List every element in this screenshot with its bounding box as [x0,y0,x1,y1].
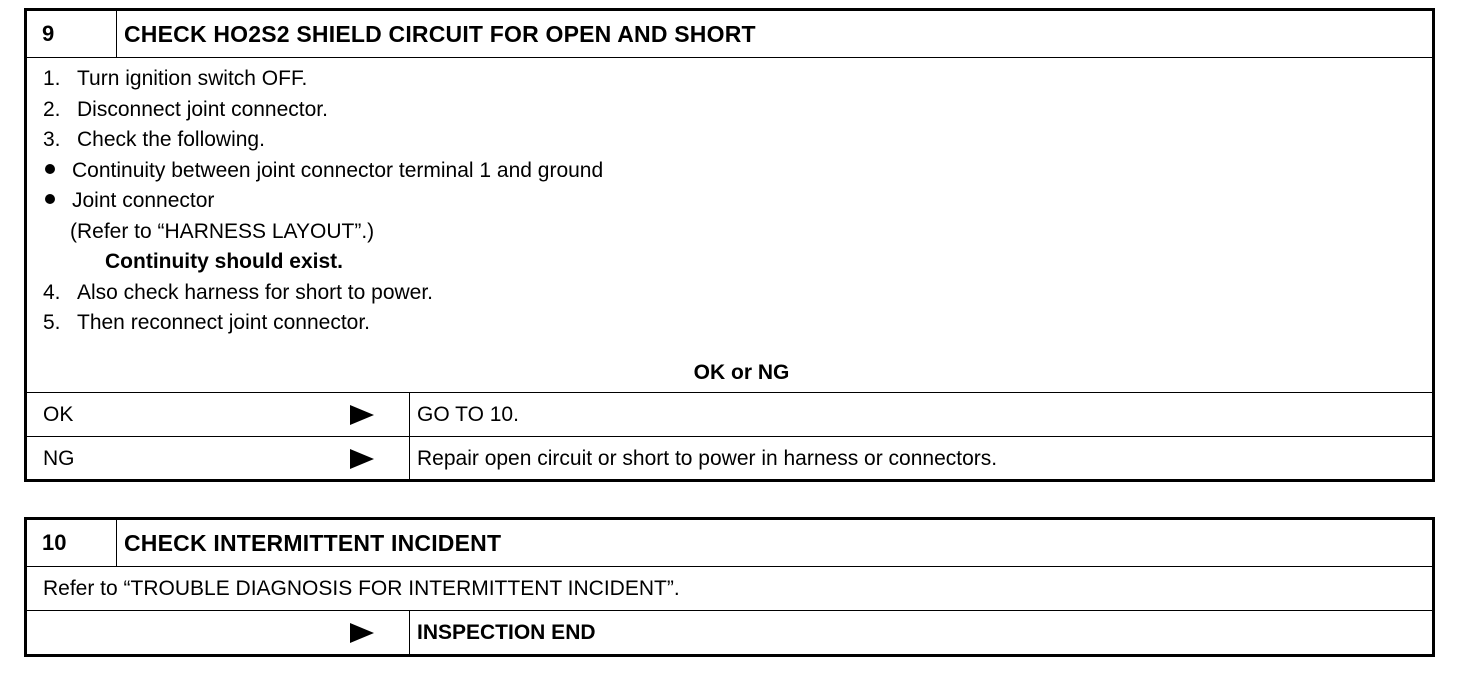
result-row-ok [27,393,1432,437]
result-label: OK [43,402,74,426]
refer-note: (Refer to “HARNESS LAYOUT”.) [70,219,375,243]
step-9-block [24,8,1435,482]
instruction-line: 1. Turn ignition switch OFF. [43,67,308,90]
result-action: INSPECTION END [417,620,596,644]
arrow-icon [350,393,374,436]
arrow-icon [350,437,374,481]
step-number: 9 [27,11,117,57]
bullet-icon [45,194,55,204]
result-row-ng [27,437,1432,481]
instruction-line: 4. Also check harness for short to power. [43,280,434,304]
bullet-line: Continuity between joint connector terminal 1 and ground [43,156,1432,187]
result-row-end [27,611,1432,654]
emphasis-note: Continuity should exist. [105,250,344,273]
arrow-icon [350,611,374,654]
bullet-icon [45,164,55,174]
result-action: GO TO 10. [417,402,519,426]
step-9-header [27,11,1432,58]
refer-text: Refer to “TROUBLE DIAGNOSIS FOR INTERMITTENT INCIDENT”. [43,577,680,600]
instructions [27,58,1432,339]
instruction-line: 3. Check the following. [43,128,265,151]
instruction-line: 2. Disconnect joint connector. [43,97,328,121]
step-9-body [27,58,1432,393]
step-10-body [27,567,1432,611]
step-title: CHECK INTERMITTENT INCIDENT [124,529,502,556]
instruction-line: 5. Then reconnect joint connector. [43,311,371,334]
result-label: NG [43,447,75,470]
step-10-block [24,517,1435,657]
step-number: 10 [27,520,117,566]
ok-ng-label: OK or NG [693,361,790,384]
step-title: CHECK HO2S2 SHIELD CIRCUIT FOR OPEN AND SHORT [124,20,756,47]
step-10-header [27,520,1432,567]
result-action: Repair open circuit or short to power in harness or connectors. [417,447,998,470]
bullet-line: Joint connector [43,186,1432,217]
